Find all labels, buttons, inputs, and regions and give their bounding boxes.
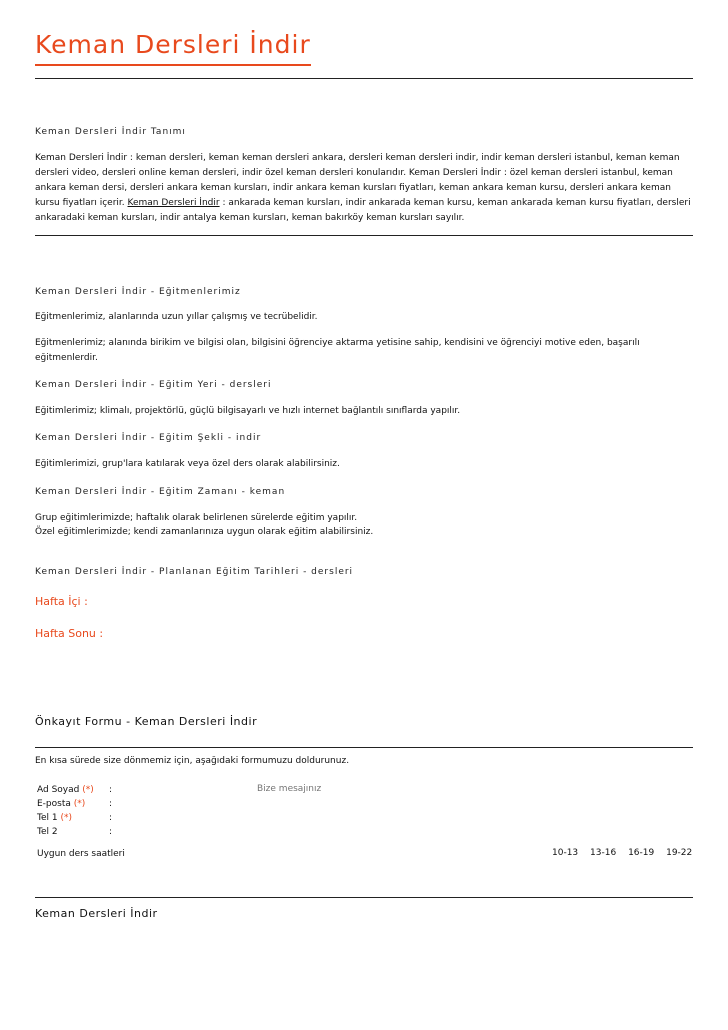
trainers-heading: Keman Dersleri İndir - Eğitmenlerimiz (35, 287, 241, 297)
tel1-label: Tel 1 (37, 813, 58, 823)
hours-options (552, 848, 692, 858)
footer-title: Keman Dersleri İndir (35, 907, 158, 920)
place-text: Eğitimlerimiz; klimalı, projektörlü, güçlü bilgisayarlı ve hızlı internet bağlantılı sınıflarda yapılır. (35, 406, 461, 416)
form-divider (35, 747, 693, 748)
site-title[interactable]: Keman Dersleri İndir (35, 28, 311, 66)
email-label: E-posta (37, 799, 71, 809)
definition-link[interactable]: Keman Dersleri İndir (127, 198, 220, 208)
required-mark: (*) (60, 813, 72, 823)
name-label: Ad Soyad (37, 785, 80, 795)
hour-option-10-13[interactable]: 10-13 (552, 848, 579, 858)
definition-heading: Keman Dersleri İndir Tanımı (35, 127, 186, 137)
colon: : (109, 785, 113, 795)
weekend-label: Hafta Sonu : (35, 627, 104, 640)
name-field[interactable] (115, 784, 245, 796)
colon: : (109, 799, 113, 809)
colon: : (109, 813, 113, 823)
name-row (37, 784, 113, 796)
tel2-row (37, 826, 113, 838)
trainers-p2: Eğitmenlerimiz; alanında birikim ve bilgisi olan, bilgisini öğrenciye aktarma yetisine sahip, kendisini ve öğrenciyi motive eden, başarılı eğitmenlerdir. (35, 338, 640, 363)
tel1-row (37, 812, 113, 824)
timing-heading: Keman Dersleri İndir - Eğitim Zamanı - keman (35, 487, 286, 497)
place-heading: Keman Dersleri İndir - Eğitim Yeri - dersleri (35, 380, 272, 390)
hour-option-19-22[interactable]: 19-22 (666, 848, 693, 858)
tel2-field[interactable] (115, 826, 245, 838)
footer-divider (35, 897, 693, 898)
hour-option-13-16[interactable]: 13-16 (590, 848, 617, 858)
schedule-heading: Keman Dersleri İndir - Planlanan Eğitim Tarihleri - dersleri (35, 567, 354, 577)
email-row (37, 798, 113, 810)
trainers-p1: Eğitmenlerimiz, alanlarında uzun yıllar çalışmış ve tecrübelidir. (35, 312, 318, 322)
definition-text: Keman Dersleri İndir : keman dersleri, keman keman dersleri ankara, dersleri keman dersleri indir, indir keman dersleri istanbul, keman keman dersleri video, dersleri online keman dersleri, indir özel keman dersleri konularıdır. Keman Dersleri İndir : özel keman dersleri istanbul, keman ankara keman dersi, dersleri ankara keman kursları, indir ankara keman kursları fiyatları, keman ankara keman kursu, dersleri ankara keman kursu fiyatları içerir. (35, 153, 680, 208)
form-heading: Önkayıt Formu - Keman Dersleri İndir (35, 715, 258, 728)
colon: : (109, 827, 113, 837)
timing-line1: Grup eğitimlerimizde; haftalık olarak belirlenen sürelerde eğitim yapılır. (35, 513, 358, 523)
definition-paragraph (35, 151, 693, 226)
hours-label: Uygun ders saatleri (37, 849, 125, 859)
definition-text-after: : ankarada keman kursları, indir ankarada keman kursu, keman ankarada keman kursu fiyatları, dersleri ankaradaki keman kursları, indir antalya keman kursları, keman bakırköy keman kursları sayılır. (35, 198, 691, 223)
definition-divider (35, 235, 693, 236)
weekday-label: Hafta İçi : (35, 595, 88, 608)
required-mark: (*) (82, 785, 94, 795)
format-heading: Keman Dersleri İndir - Eğitim Şekli - indir (35, 433, 262, 443)
required-mark: (*) (73, 799, 86, 809)
message-field[interactable] (257, 784, 457, 794)
timing-line2: Özel eğitimlerimizde; kendi zamanlarınıza uygun olarak eğitim alabilirsiniz. (35, 527, 374, 537)
format-text: Eğitimlerimizi, grup'lara katılarak veya özel ders olarak alabilirsiniz. (35, 459, 340, 469)
tel2-label: Tel 2 (37, 827, 58, 837)
tel1-field[interactable] (115, 812, 245, 824)
header-divider (35, 78, 693, 79)
email-field[interactable] (115, 798, 245, 810)
hour-option-16-19[interactable]: 16-19 (628, 848, 655, 858)
form-intro: En kısa sürede size dönmemiz için, aşağıdaki formumuzu doldurunuz. (35, 756, 350, 766)
